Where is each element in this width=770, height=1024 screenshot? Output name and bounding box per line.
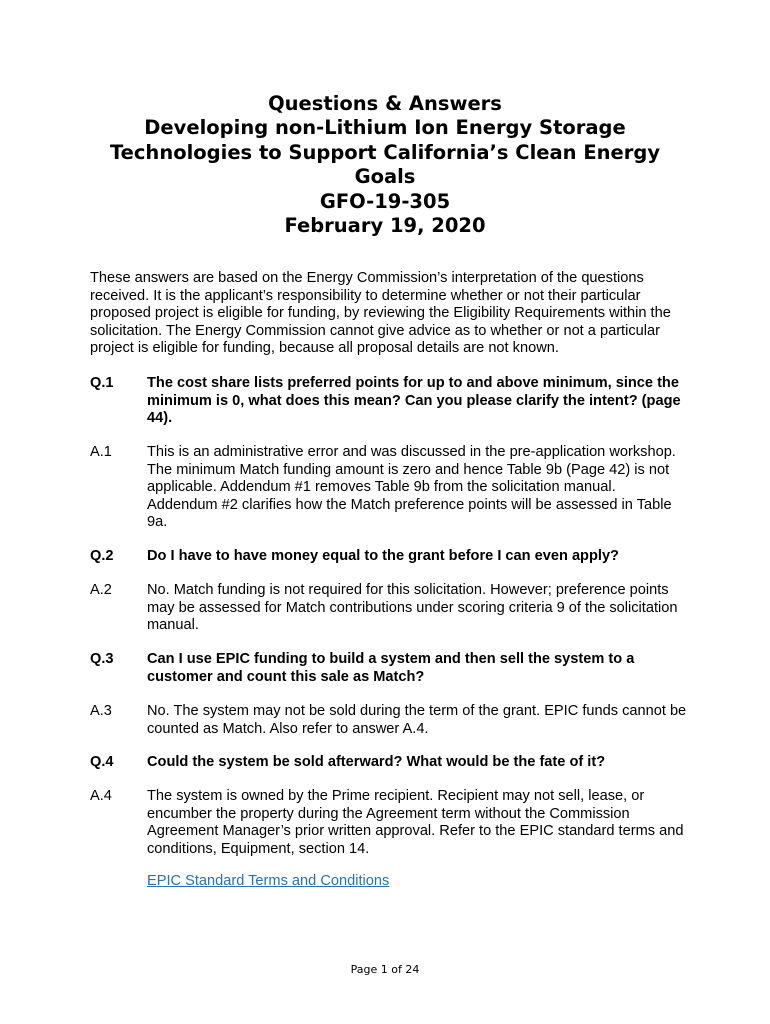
title-subject-line-2: Technologies to Support California’s Clean Energy xyxy=(109,140,661,164)
answer-label: A.4 xyxy=(90,788,112,804)
title-heading: Questions & Answers xyxy=(268,92,502,115)
answer-label: A.3 xyxy=(90,703,112,719)
answer-text: The system is owned by the Prime recipient. Recipient may not sell, lease, or encumber the property during the Agreement term without the Commission Agreement Manager’s prior written approval. Refer to the EPIC standard terms and conditions, Equipment, section 14. xyxy=(147,788,684,857)
page-number: Page 1 of 24 xyxy=(350,963,420,976)
answer-text: No. The system may not be sold during the term of the grant. EPIC funds cannot be counted as Match. Also refer to answer A.4. xyxy=(147,703,687,737)
question-text: The cost share lists preferred points for up to and above minimum, since the minimum is 0, what does this mean? Can you please clarify the intent? (page 44). xyxy=(147,375,681,427)
question-text: Could the system be sold afterward? What would be the fate of it? xyxy=(147,754,606,770)
solicitation-number: GFO-19-305 xyxy=(319,189,451,213)
epic-terms-link[interactable]: EPIC Standard Terms and Conditions xyxy=(147,873,390,889)
document-date: February 19, 2020 xyxy=(284,214,486,238)
question-label: Q.3 xyxy=(90,651,114,667)
question-label: Q.4 xyxy=(90,754,114,770)
answer-text: This is an administrative error and was discussed in the pre-application workshop. The minimum Match funding amount is zero and hence Table 9b (Page 42) is not applicable. Addendum #1 removes Table 9b from the solicitation manual. Addendum #2 clarifies how the Match preference points will be assessed in Table 9a. xyxy=(147,444,676,531)
question-label: Q.1 xyxy=(90,375,114,391)
title-subject-line-1: Developing non-Lithium Ion Energy Storage xyxy=(144,116,626,140)
intro-paragraph: These answers are based on the Energy Commission’s interpretation of the questions received. It is the applicant’s responsibility to determine whether or not their particular proposed project is eligible for funding, by reviewing the Eligibility Requirements within the solicitation. The Energy Commission cannot give advice as to whether or not a particular project is eligible for funding, because all proposal details are not known. xyxy=(90,270,671,357)
title-subject-line-3: Goals xyxy=(354,165,416,189)
question-label: Q.2 xyxy=(90,548,114,564)
question-text: Do I have to have money equal to the grant before I can even apply? xyxy=(147,548,619,564)
document-title xyxy=(60,92,710,238)
answer-label: A.2 xyxy=(90,582,112,598)
answer-text: No. Match funding is not required for this solicitation. However; preference points may be assessed for Match contributions under scoring criteria 9 of the solicitation manual. xyxy=(147,582,678,634)
answer-label: A.1 xyxy=(90,444,112,460)
question-text: Can I use EPIC funding to build a system and then sell the system to a customer and count this sale as Match? xyxy=(147,651,635,685)
